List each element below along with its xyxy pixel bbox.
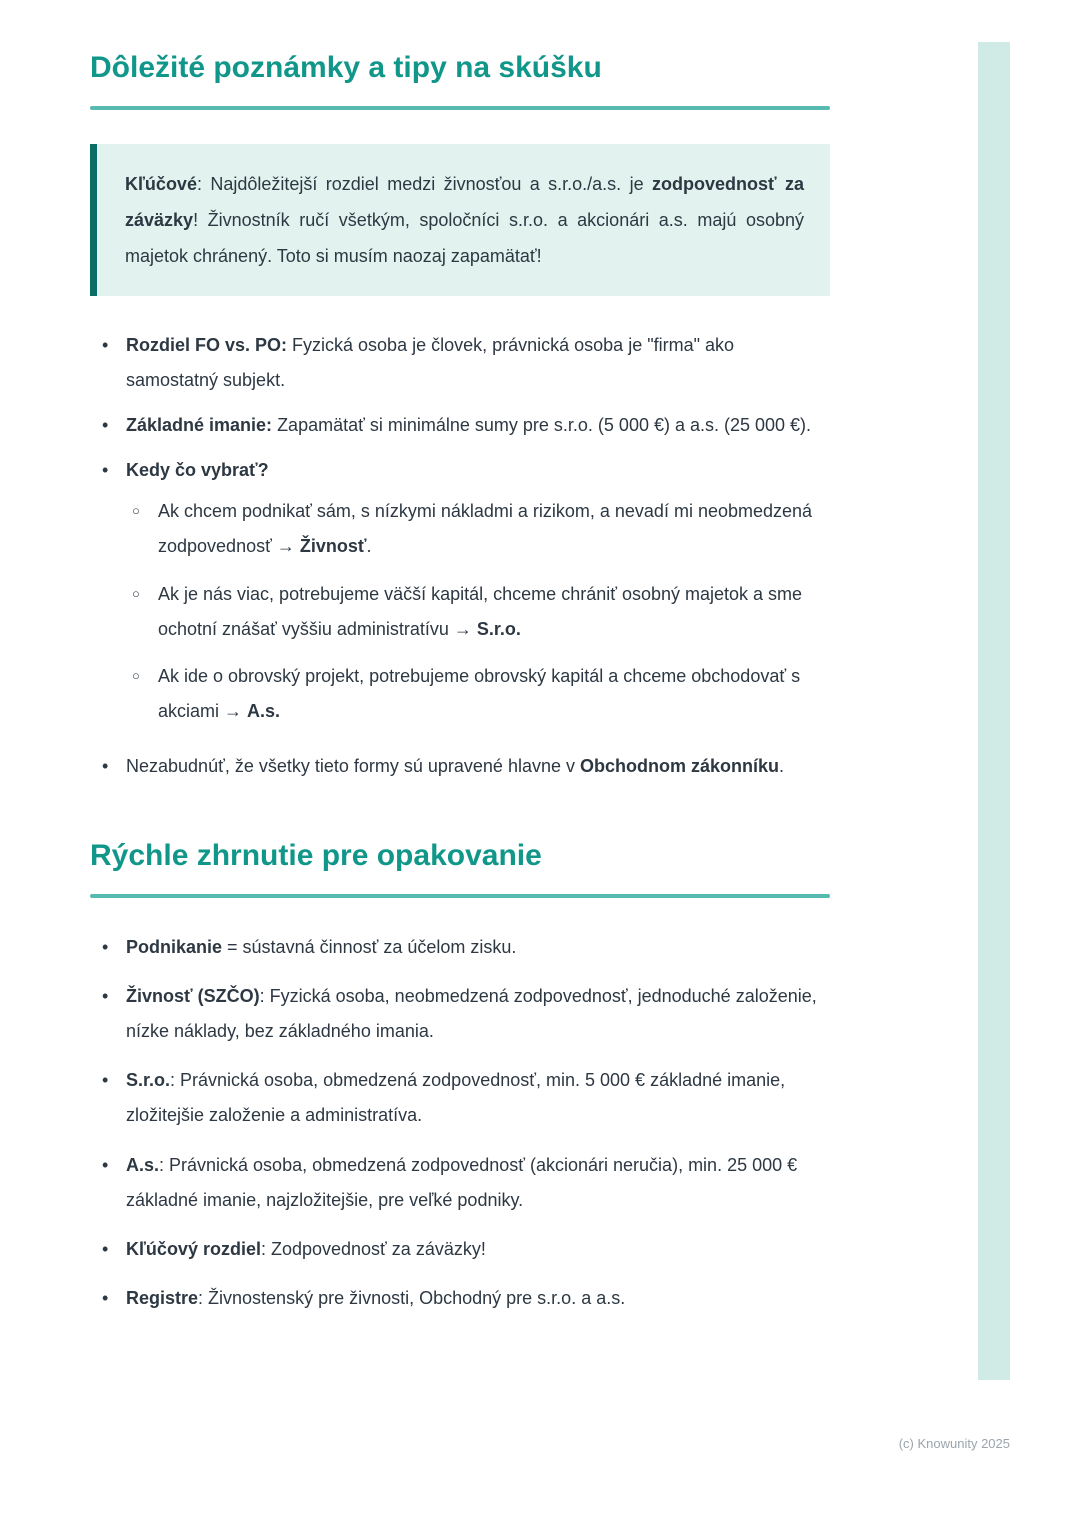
- list-item: [90, 930, 830, 965]
- list-item: [90, 1232, 830, 1267]
- page-content: [90, 50, 830, 1330]
- section-title-summary: Rýchle zhrnutie pre opakovanie: [90, 839, 542, 873]
- callout-text: Kľúčové: Najdôležitejší rozdiel medzi živnosťou a s.r.o./a.s. je zodpovednosť za záväzky! Živnostník ručí všetkým, spoločníci s.r.o. a akcionári a.s. majú osobný majetok chránený. Toto si musím naozaj zapamätať!: [125, 174, 804, 266]
- list-item: [90, 1148, 830, 1218]
- section-title-notes: Dôležité poznámky a tipy na skúšku: [90, 51, 602, 84]
- list-item: [90, 408, 830, 443]
- list-item-text: S.r.o.: Právnická osoba, obmedzená zodpovednosť, min. 5 000 € základné imanie, zložitejšie založenie a administratíva.: [126, 1070, 786, 1126]
- list-item-text: Podnikanie = sústavná činnosť za účelom zisku.: [126, 937, 517, 958]
- list-item-text: A.s.: Právnická osoba, obmedzená zodpovednosť (akcionári neručia), min. 25 000 € základné imanie, najzložitejšie, pre veľké podniky.: [126, 1154, 798, 1210]
- list-item: [90, 1281, 830, 1316]
- summary-list: [90, 930, 830, 1316]
- list-item-text: Registre: Živnostenský pre živnosti, Obchodný pre s.r.o. a a.s.: [126, 1287, 626, 1308]
- section-divider: [90, 894, 830, 898]
- notes-list: [90, 328, 830, 784]
- sub-list-item: [126, 659, 830, 729]
- list-item-text: Základné imanie: Zapamätať si minimálne sumy pre s.r.o. (5 000 €) a a.s. (25 000 €).: [126, 415, 812, 436]
- list-item-text: Živnosť (SZČO): Fyzická osoba, neobmedzená zodpovednosť, jednoduché založenie, nízke náklady, bez základného imania.: [126, 986, 817, 1042]
- copyright-notice: (c) Knowunity 2025: [898, 1436, 1010, 1451]
- side-accent-bar: [978, 42, 1010, 1380]
- list-item: [90, 453, 830, 729]
- sub-list-item-text: Ak je nás viac, potrebujeme väčší kapitál, chceme chrániť osobný majetok a sme ochotní znášať vyššiu administratívu → S.r.o.: [158, 583, 803, 639]
- list-item: [90, 749, 830, 784]
- sub-list-item-text: Ak ide o obrovský projekt, potrebujeme obrovský kapitál a chceme obchodovať s akciami → A.s.: [158, 665, 801, 721]
- sub-list-item: [126, 577, 830, 647]
- list-item-text: Rozdiel FO vs. PO: Fyzická osoba je človek, právnická osoba je "firma" ako samostatný subjekt.: [126, 335, 735, 391]
- key-note-callout: [90, 144, 830, 296]
- list-item: [90, 979, 830, 1049]
- list-item-text: Kedy čo vybrať?: [126, 460, 269, 481]
- list-item-text: Kľúčový rozdiel: Zodpovednosť za záväzky!: [126, 1238, 486, 1259]
- list-item-text: Nezabudnúť, že všetky tieto formy sú upravené hlavne v Obchodnom zákonníku.: [126, 755, 785, 776]
- section-divider: [90, 106, 830, 110]
- sub-list-item-text: Ak chcem podnikať sám, s nízkymi nákladmi a rizikom, a nevadí mi neobmedzená zodpovednosť → Živnosť.: [158, 501, 813, 557]
- list-item: [90, 1063, 830, 1133]
- list-item: [90, 328, 830, 398]
- sub-list-item: [126, 494, 830, 564]
- sub-list: [126, 494, 830, 729]
